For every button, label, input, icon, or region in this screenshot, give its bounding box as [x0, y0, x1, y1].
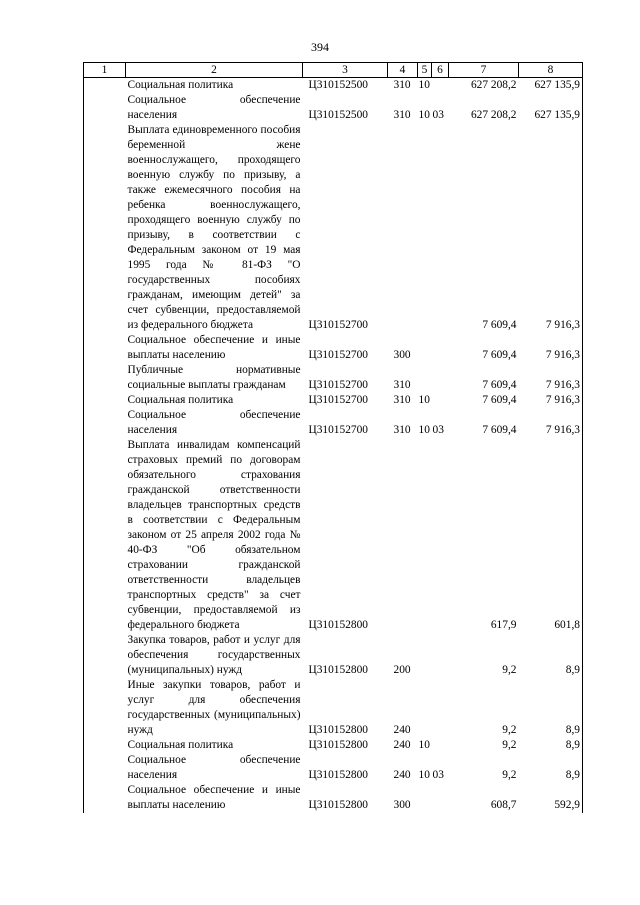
amount-year1-cell: 608,7 [490, 799, 517, 811]
row-number-cell [84, 78, 126, 94]
target-code-cell: Ц310152700 [308, 394, 368, 406]
subsection-cell [432, 678, 449, 738]
expense-type-cell [388, 123, 418, 333]
table-row [84, 363, 583, 393]
target-code-cell: Ц310152700 [308, 424, 368, 436]
amount-year1-cell: 9,2 [502, 739, 517, 751]
amount-year2-cell: 8,9 [519, 633, 583, 678]
subsection-cell [432, 438, 449, 633]
row-number-cell [84, 783, 126, 813]
section-cell: 10 [418, 394, 430, 406]
header-cell-5: 5 [418, 63, 432, 78]
target-code-cell: Ц310152800 [308, 739, 368, 751]
amount-year2-cell: 601,8 [519, 438, 583, 633]
target-code-cell: Ц310152800 [308, 769, 368, 781]
table-row [84, 633, 583, 678]
section-cell [418, 633, 432, 678]
target-code-cell: Ц310152500 [308, 79, 368, 91]
subsection-cell [432, 738, 449, 753]
header-cell-8: 8 [519, 63, 583, 78]
subsection-cell [432, 633, 449, 678]
section-cell [418, 678, 432, 738]
section-cell: 10 [418, 79, 430, 91]
expense-type-cell: 300 [393, 349, 411, 361]
amount-year2-cell: 627 135,9 [519, 78, 583, 94]
target-code-cell: Ц310152700 [308, 349, 368, 361]
amount-year2-cell: 7 916,3 [519, 363, 583, 393]
subsection-cell [432, 78, 449, 94]
row-number-cell [84, 753, 126, 783]
row-number-cell [84, 738, 126, 753]
row-number-cell [84, 393, 126, 408]
header-cell-6: 6 [432, 63, 449, 78]
subsection-cell: 03 [432, 769, 444, 781]
expense-type-cell: 240 [393, 769, 411, 781]
amount-year2-cell: 8,9 [519, 738, 583, 753]
amount-year1-cell: 617,9 [490, 619, 517, 631]
amount-year1-cell: 9,2 [502, 724, 517, 736]
item-name-cell: Выплата единовременного пособия беременной жене военнослужащего, проходящего военную службу по призыву, а также ежемесячного пособия на ребенка военнослужащего, проходящего военную службу по призыву, в соответствии с Федеральным законом от 19 мая 1995 года № 81-ФЗ "О государственных пособиях гражданам, имеющим детей" за счет субвенции, предоставляемой из федерального бюджета [127, 124, 301, 331]
header-cell-7: 7 [449, 63, 519, 78]
table-body [84, 78, 583, 814]
table-row [84, 93, 583, 123]
row-number-cell [84, 633, 126, 678]
item-name-cell: Закупка товаров, работ и услуг для обеспечения государственных (муниципальных) нужд [127, 634, 301, 676]
amount-year1-cell: 9,2 [502, 664, 517, 676]
subsection-cell [432, 333, 449, 363]
expense-type-cell: 240 [393, 724, 411, 736]
item-name-cell: Социальное обеспечение населения [127, 94, 301, 121]
table-row [84, 123, 583, 333]
table-row [84, 783, 583, 813]
section-cell [418, 123, 432, 333]
item-name-cell: Социальное обеспечение населения [127, 409, 301, 436]
amount-year2-cell: 592,9 [519, 783, 583, 813]
amount-year2-cell: 8,9 [519, 753, 583, 783]
expense-type-cell [388, 438, 418, 633]
table-row [84, 738, 583, 753]
amount-year2-cell: 627 135,9 [519, 93, 583, 123]
row-number-cell [84, 678, 126, 738]
section-cell: 10 [418, 739, 430, 751]
amount-year2-cell: 7 916,3 [519, 408, 583, 438]
section-cell [418, 438, 432, 633]
row-number-cell [84, 438, 126, 633]
row-number-cell [84, 93, 126, 123]
header-cell-4: 4 [388, 63, 418, 78]
amount-year1-cell: 7 609,4 [482, 349, 517, 361]
expense-type-cell: 310 [393, 394, 411, 406]
expense-type-cell: 310 [393, 424, 411, 436]
target-code-cell: Ц310152700 [308, 379, 368, 391]
table-row [84, 753, 583, 783]
section-cell: 10 [418, 769, 430, 781]
item-name-cell: Социальное обеспечение и иные выплаты населению [127, 334, 301, 361]
expense-type-cell: 310 [393, 109, 411, 121]
header-cell-2: 2 [126, 63, 303, 78]
expense-type-cell: 310 [393, 379, 411, 391]
item-name-cell: Социальное обеспечение населения [127, 754, 301, 781]
target-code-cell: Ц310152700 [308, 319, 368, 331]
target-code-cell: Ц310152800 [308, 664, 368, 676]
amount-year2-cell: 8,9 [519, 678, 583, 738]
row-number-cell [84, 408, 126, 438]
subsection-cell [432, 363, 449, 393]
section-cell [418, 363, 432, 393]
item-name-cell: Социальное обеспечение и иные выплаты населению [127, 784, 301, 811]
amount-year1-cell: 9,2 [502, 769, 517, 781]
expense-type-cell: 240 [393, 739, 411, 751]
page-number: 394 [311, 40, 329, 54]
amount-year1-cell: 627 208,2 [470, 109, 517, 121]
section-cell [418, 783, 432, 813]
header-row [84, 63, 583, 78]
item-name-cell: Иные закупки товаров, работ и услуг для обеспечения государственных (муниципальных) нужд [127, 679, 301, 736]
amount-year2-cell: 7 916,3 [519, 123, 583, 333]
budget-table [83, 62, 583, 813]
table-row [84, 408, 583, 438]
item-name-cell: Публичные нормативные социальные выплаты гражданам [127, 364, 301, 391]
target-code-cell: Ц310152800 [308, 799, 368, 811]
amount-year2-cell: 7 916,3 [519, 333, 583, 363]
row-number-cell [84, 363, 126, 393]
amount-year1-cell: 7 609,4 [482, 319, 517, 331]
amount-year1-cell: 7 609,4 [482, 394, 517, 406]
table-row [84, 438, 583, 633]
subsection-cell [432, 783, 449, 813]
amount-year1-cell: 7 609,4 [482, 379, 517, 391]
expense-type-cell: 300 [393, 799, 411, 811]
expense-type-cell: 200 [393, 664, 411, 676]
item-name-cell: Социальная политика [127, 739, 234, 751]
row-number-cell [84, 123, 126, 333]
amount-year1-cell: 627 208,2 [470, 79, 517, 91]
header-cell-3: 3 [303, 63, 388, 78]
row-number-cell [84, 333, 126, 363]
table-row [84, 393, 583, 408]
item-name-cell: Социальная политика [127, 79, 234, 91]
target-code-cell: Ц310152800 [308, 619, 368, 631]
table-row [84, 333, 583, 363]
section-cell: 10 [418, 109, 430, 121]
subsection-cell: 03 [432, 109, 444, 121]
header-cell-1: 1 [84, 63, 126, 78]
table-row [84, 78, 583, 94]
section-cell [418, 333, 432, 363]
item-name-cell: Социальная политика [127, 394, 234, 406]
subsection-cell [432, 393, 449, 408]
target-code-cell: Ц310152800 [308, 724, 368, 736]
item-name-cell: Выплата инвалидам компенсаций страховых премий по договорам обязательного страхования гражданской ответственности владельцев транспортных средств в соответствии с Федеральным законом от 25 апреля 2002 года № 40-ФЗ "Об обязательном страховании гражданской ответственности владельцев транспортных средств" за счет субвенции, предоставляемой из федерального бюджета [127, 439, 301, 631]
amount-year1-cell: 7 609,4 [482, 424, 517, 436]
target-code-cell: Ц310152500 [308, 109, 368, 121]
subsection-cell: 03 [432, 424, 444, 436]
section-cell: 10 [418, 424, 430, 436]
table-row [84, 678, 583, 738]
expense-type-cell: 310 [393, 79, 411, 91]
subsection-cell [432, 123, 449, 333]
amount-year2-cell: 7 916,3 [519, 393, 583, 408]
